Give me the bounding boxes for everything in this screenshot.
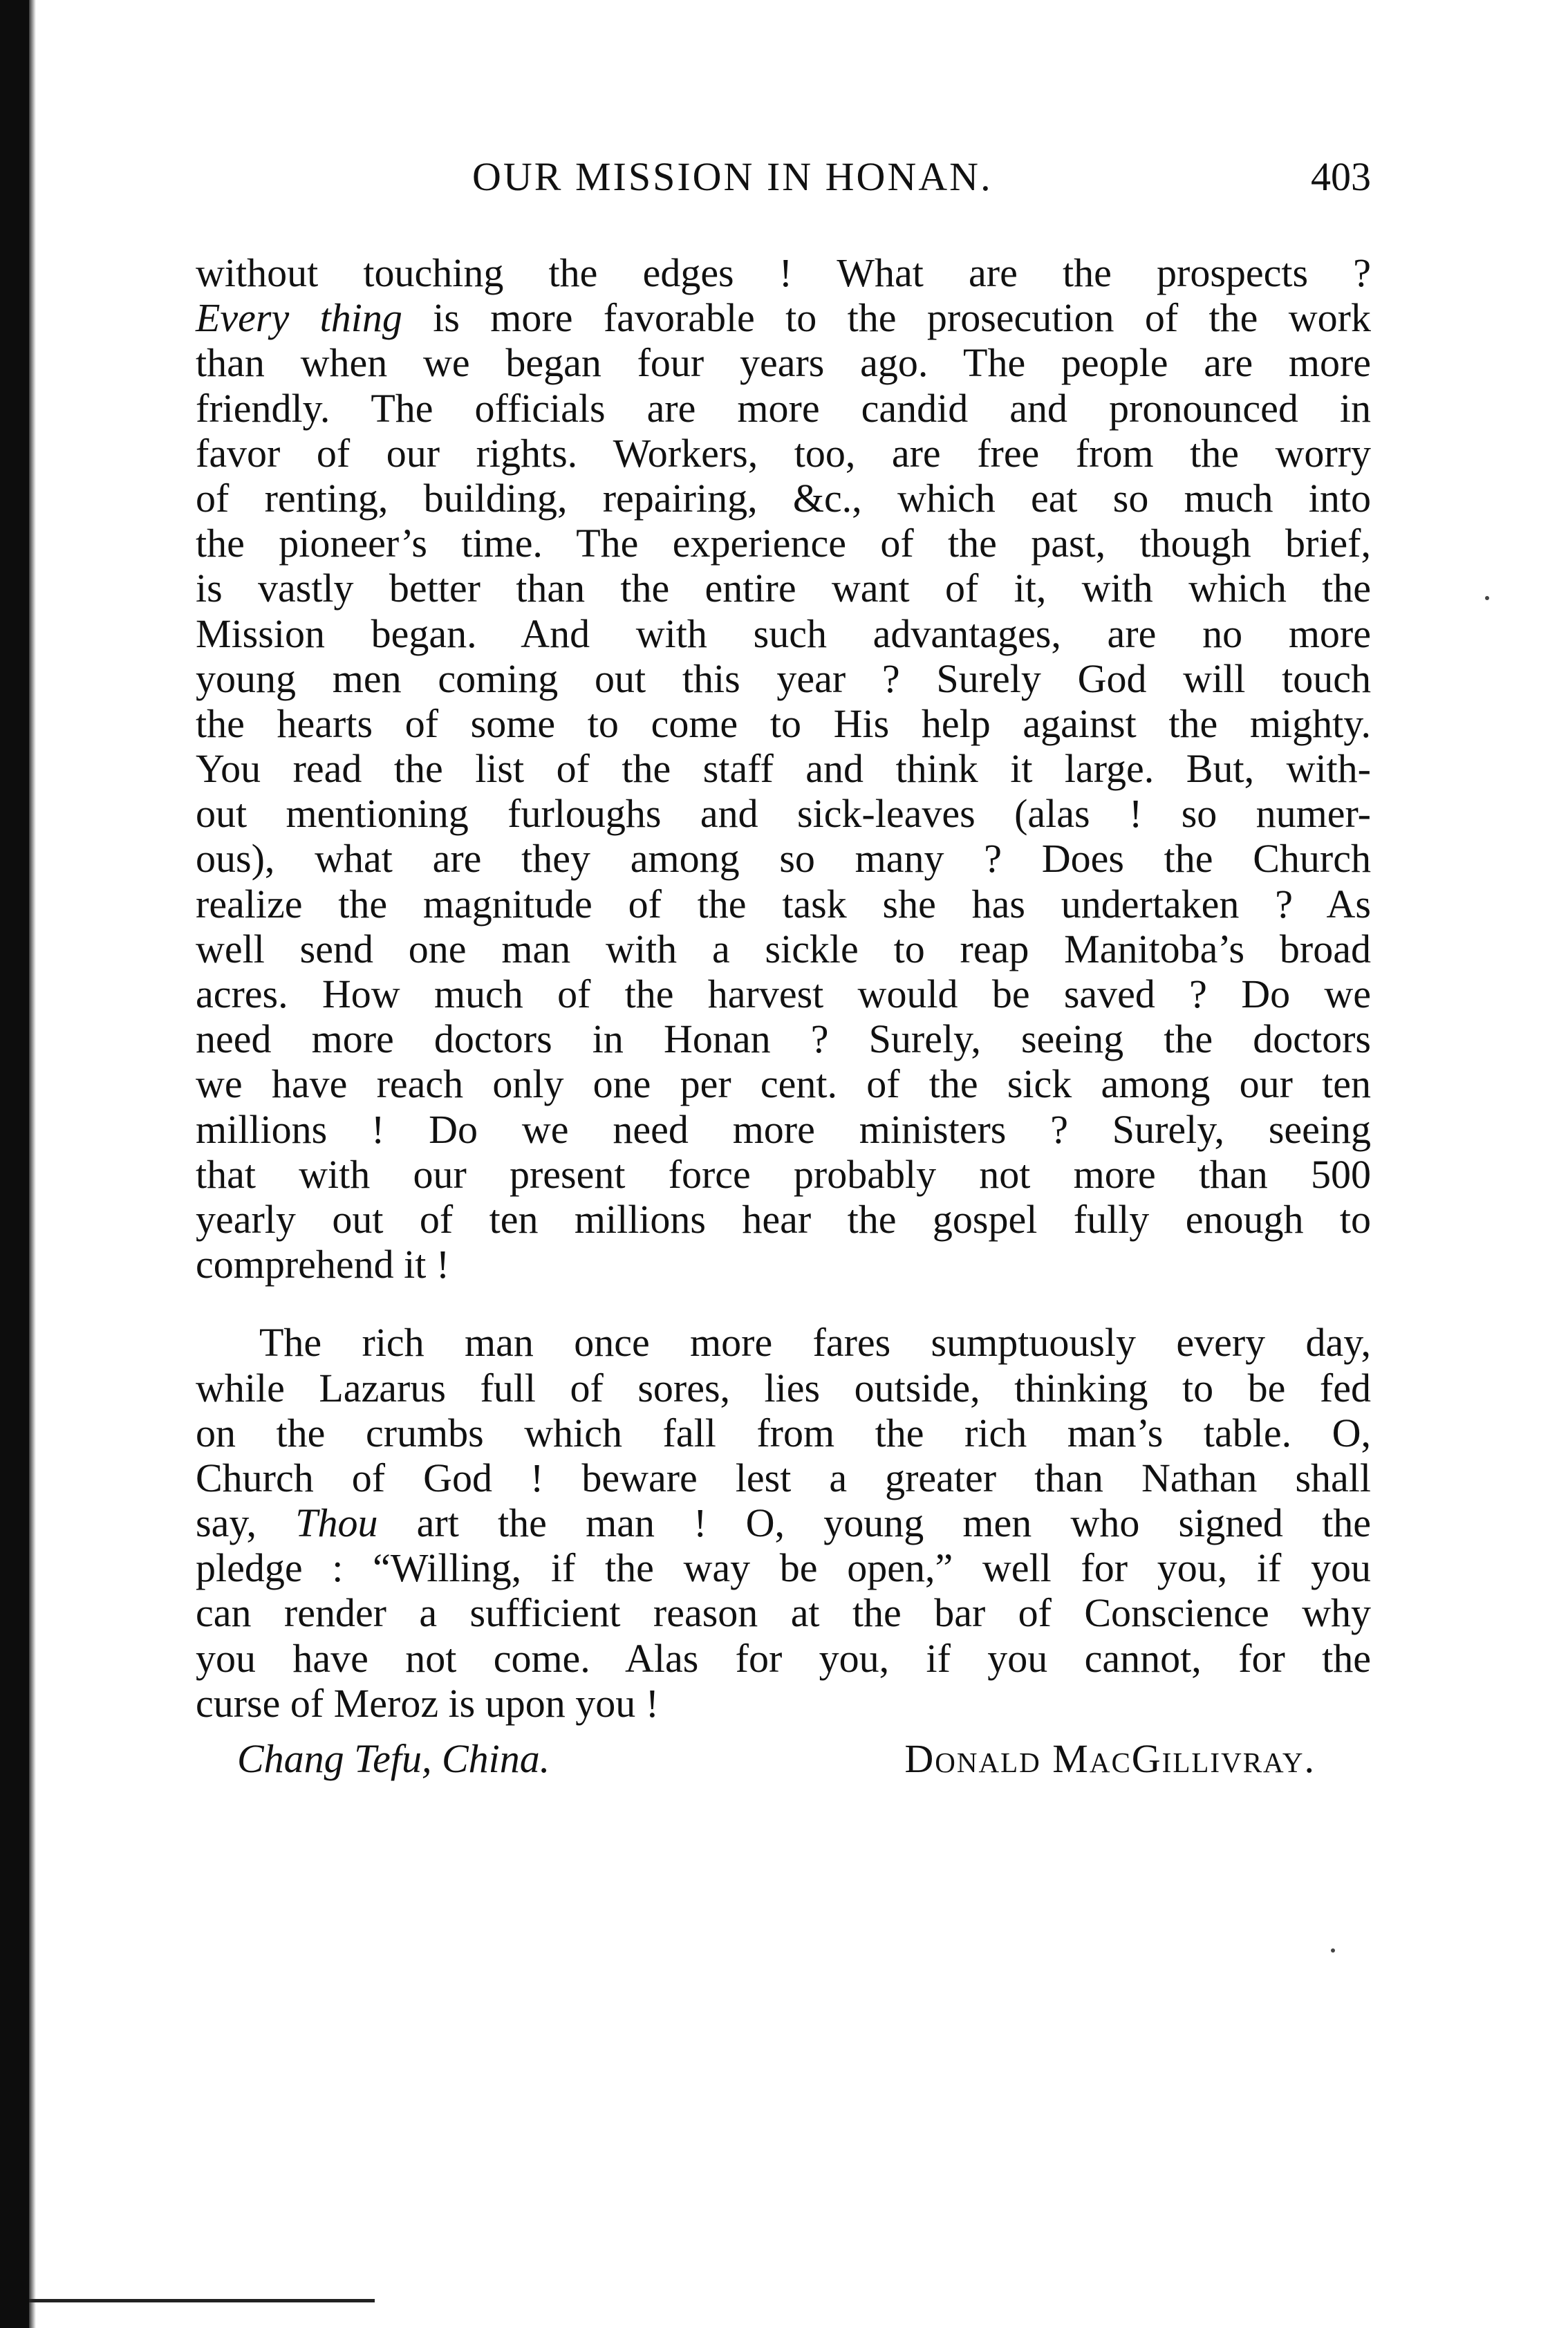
ink-speck bbox=[1485, 596, 1489, 600]
text-line: realize the magnitude of the task she has undertaken ? As bbox=[196, 881, 1371, 926]
signature-author: Donald MacGillivray. bbox=[904, 1736, 1316, 1781]
text-line: that with our present force probably not more than 500 bbox=[196, 1151, 1371, 1197]
text-line: millions ! Do we need more ministers ? Surely, seeing bbox=[196, 1106, 1371, 1152]
page-bottom-rule bbox=[29, 2299, 375, 2302]
text-line: ous), what are they among so many ? Does the Church bbox=[196, 836, 1371, 882]
text-line: need more doctors in Honan ? Surely, seeing the doctors bbox=[196, 1016, 1371, 1062]
body-text bbox=[196, 250, 1371, 1791]
text-line: we have reach only one per cent. of the sick among our ten bbox=[196, 1061, 1371, 1107]
paragraph bbox=[196, 1320, 1371, 1726]
text-line: young men coming out this year ? Surely God will touch bbox=[196, 655, 1371, 701]
text-line: curse of Meroz is upon you ! bbox=[196, 1680, 660, 1726]
text-line: can render a sufficient reason at the bar of Conscience why bbox=[196, 1590, 1371, 1636]
text-line: comprehend it ! bbox=[196, 1242, 450, 1287]
running-title: OUR MISSION IN HONAN. bbox=[472, 154, 993, 199]
text-line: acres. How much of the harvest would be saved ? Do we bbox=[196, 971, 1371, 1016]
paragraph bbox=[196, 250, 1371, 1287]
text-line: Church of God ! beware lest a greater than Nathan shall bbox=[196, 1455, 1371, 1500]
text-line: you have not come. Alas for you, if you cannot, for the bbox=[196, 1635, 1371, 1681]
text-line: without touching the edges ! What are the prospects ? bbox=[196, 250, 1371, 295]
text-line: Mission began. And with such advantages, are no more bbox=[196, 611, 1371, 656]
text-line: friendly. The officials are more candid and pronounced in bbox=[196, 385, 1371, 431]
text-line: on the crumbs which fall from the rich man’s table. O, bbox=[196, 1410, 1371, 1455]
text-line: is vastly better than the entire want of it, with which the bbox=[196, 566, 1371, 611]
text-line: favor of our rights. Workers, too, are free from the worry bbox=[196, 430, 1371, 476]
text-line: Every thing is more favorable to the prosecution of the work bbox=[196, 295, 1371, 341]
running-head bbox=[196, 153, 1371, 209]
text-line: of renting, building, repairing, &c., which eat so much into bbox=[196, 475, 1371, 521]
text-line: well send one man with a sickle to reap Manitoba’s broad bbox=[196, 926, 1371, 971]
signature-line bbox=[196, 1735, 1371, 1791]
paragraph-gap bbox=[196, 1287, 1371, 1320]
text-line: the pioneer’s time. The experience of the past, though brief, bbox=[196, 521, 1371, 566]
text-line: the hearts of some to come to His help against the mighty. bbox=[196, 700, 1371, 746]
text-line: yearly out of ten millions hear the gospel fully enough to bbox=[196, 1196, 1371, 1242]
text-line: pledge : “Willing, if the way be open,” well for you, if you bbox=[196, 1545, 1371, 1591]
ink-speck bbox=[1331, 1948, 1335, 1953]
text-line: say, Thou art the man ! O, young men who signed the bbox=[196, 1500, 1371, 1546]
text-line: than when we began four years ago. The people are more bbox=[196, 340, 1371, 386]
signature-place: Chang Tefu, China. bbox=[237, 1736, 550, 1781]
page-number: 403 bbox=[1311, 154, 1371, 199]
text-line: while Lazarus full of sores, lies outside, thinking to be fed bbox=[196, 1365, 1371, 1410]
text-line: You read the list of the staff and think it large. But, with- bbox=[196, 746, 1371, 792]
text-line: The rich man once more fares sumptuously every day, bbox=[259, 1320, 1371, 1366]
book-binding-edge bbox=[0, 0, 29, 2328]
text-line: out mentioning furloughs and sick-leaves (alas ! so numer- bbox=[196, 791, 1371, 837]
